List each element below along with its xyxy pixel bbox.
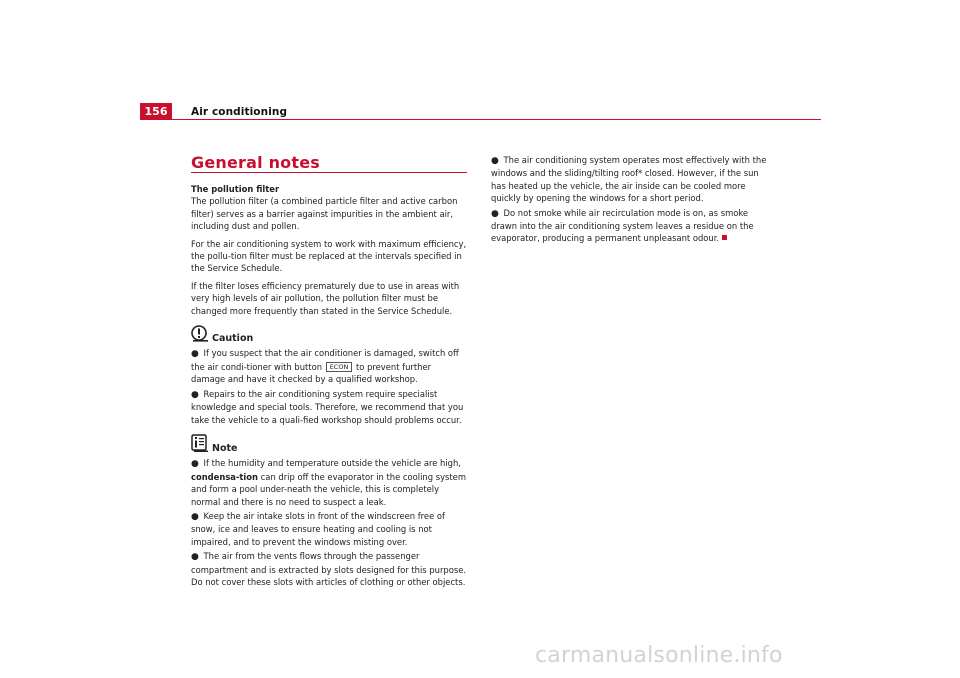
- right-text: Do not smoke while air recirculation mode is on, as smoke drawn into the air conditioning system leaves a residue on the evaporator, producing a permanent unpleasant odour.: [491, 207, 754, 244]
- header-rule: [172, 119, 821, 120]
- bullet-icon: ●: [191, 349, 199, 360]
- bullet-icon: ●: [191, 511, 199, 522]
- note-text: can drip off the evaporator in the cooling system and form a pool under-neath the vehicle, this is completely normal and there is no need to suspect a leak.: [191, 471, 466, 507]
- info-icon: [191, 434, 209, 455]
- note-label: Note: [212, 443, 238, 455]
- bullet-icon: ●: [191, 459, 199, 470]
- note-heading: [191, 434, 467, 455]
- bullet-icon: ●: [191, 389, 199, 400]
- caution-heading: [191, 325, 467, 345]
- right-bullet: [491, 154, 770, 205]
- bullet-icon: ●: [191, 552, 199, 563]
- subheading-pollution-filter: The pollution filter: [191, 184, 280, 194]
- bullet-icon: ●: [491, 156, 499, 166]
- note-text: Keep the air intake slots in front of the windscreen free of snow, ice and leaves to ensure heating and cooling is not impaired, and to prevent the windows misting over.: [191, 510, 445, 547]
- paragraph: For the air conditioning system to work with maximum efficiency, the pollu-tion filter must be replaced at the intervals specified in the Service Schedule.: [191, 238, 467, 274]
- note-bullet: [191, 510, 467, 548]
- caution-bullet: [191, 347, 467, 385]
- watermark: carmanualsonline.info: [535, 643, 783, 668]
- bullet-icon: ●: [491, 208, 499, 219]
- econ-button-icon: ECON: [326, 362, 353, 372]
- right-bullet: [491, 207, 770, 245]
- note-bullet: [191, 550, 467, 588]
- end-of-section-icon: [722, 235, 727, 240]
- note-text: If the humidity and temperature outside the vehicle are high,: [203, 458, 461, 469]
- note-text-bold: condensa-tion: [191, 471, 259, 482]
- caution-text: If you suspect that the air conditioner is damaged, switch off the air condi-tioner with button: [191, 348, 459, 372]
- note-text: The air from the vents flows through the passenger compartment and is extracted by slots designed for this purpose. Do not cover these slots with articles of clothing or other objects.: [191, 551, 467, 587]
- page-number: 156: [140, 103, 172, 120]
- paragraph: The pollution filter (a combined particle filter and active carbon filter) serves as a barrier against impurities in the ambient air, including dust and pollen.: [191, 196, 458, 232]
- caution-bullet: [191, 388, 467, 426]
- caution-text: Repairs to the air conditioning system require specialist knowledge and special tools. Therefore, we recommend that you take the vehicle to a quali-fied workshop should problems occur.: [191, 388, 464, 425]
- note-bullet: [191, 457, 467, 508]
- right-column: [491, 154, 770, 247]
- paragraph: If the filter loses efficiency prematurely due to use in areas with very high levels of air pollution, the pollution filter must be changed more frequently than stated in the Service Schedule.: [191, 280, 460, 316]
- caution-text: to prevent further damage and have it checked by a qualified workshop.: [191, 361, 432, 385]
- caution-label: Caution: [212, 333, 254, 345]
- left-column: [191, 154, 467, 590]
- right-text: The air conditioning system operates most effectively with the windows and the sliding/tilting roof* closed. However, if the sun has heated up the vehicle, the air inside can be cooled more quickly by opening the windows for a short period.: [491, 155, 767, 204]
- section-title: General notes: [191, 153, 320, 172]
- exclamation-icon: [191, 325, 209, 345]
- section-rule: [191, 172, 467, 173]
- chapter-title: Air conditioning: [191, 106, 288, 118]
